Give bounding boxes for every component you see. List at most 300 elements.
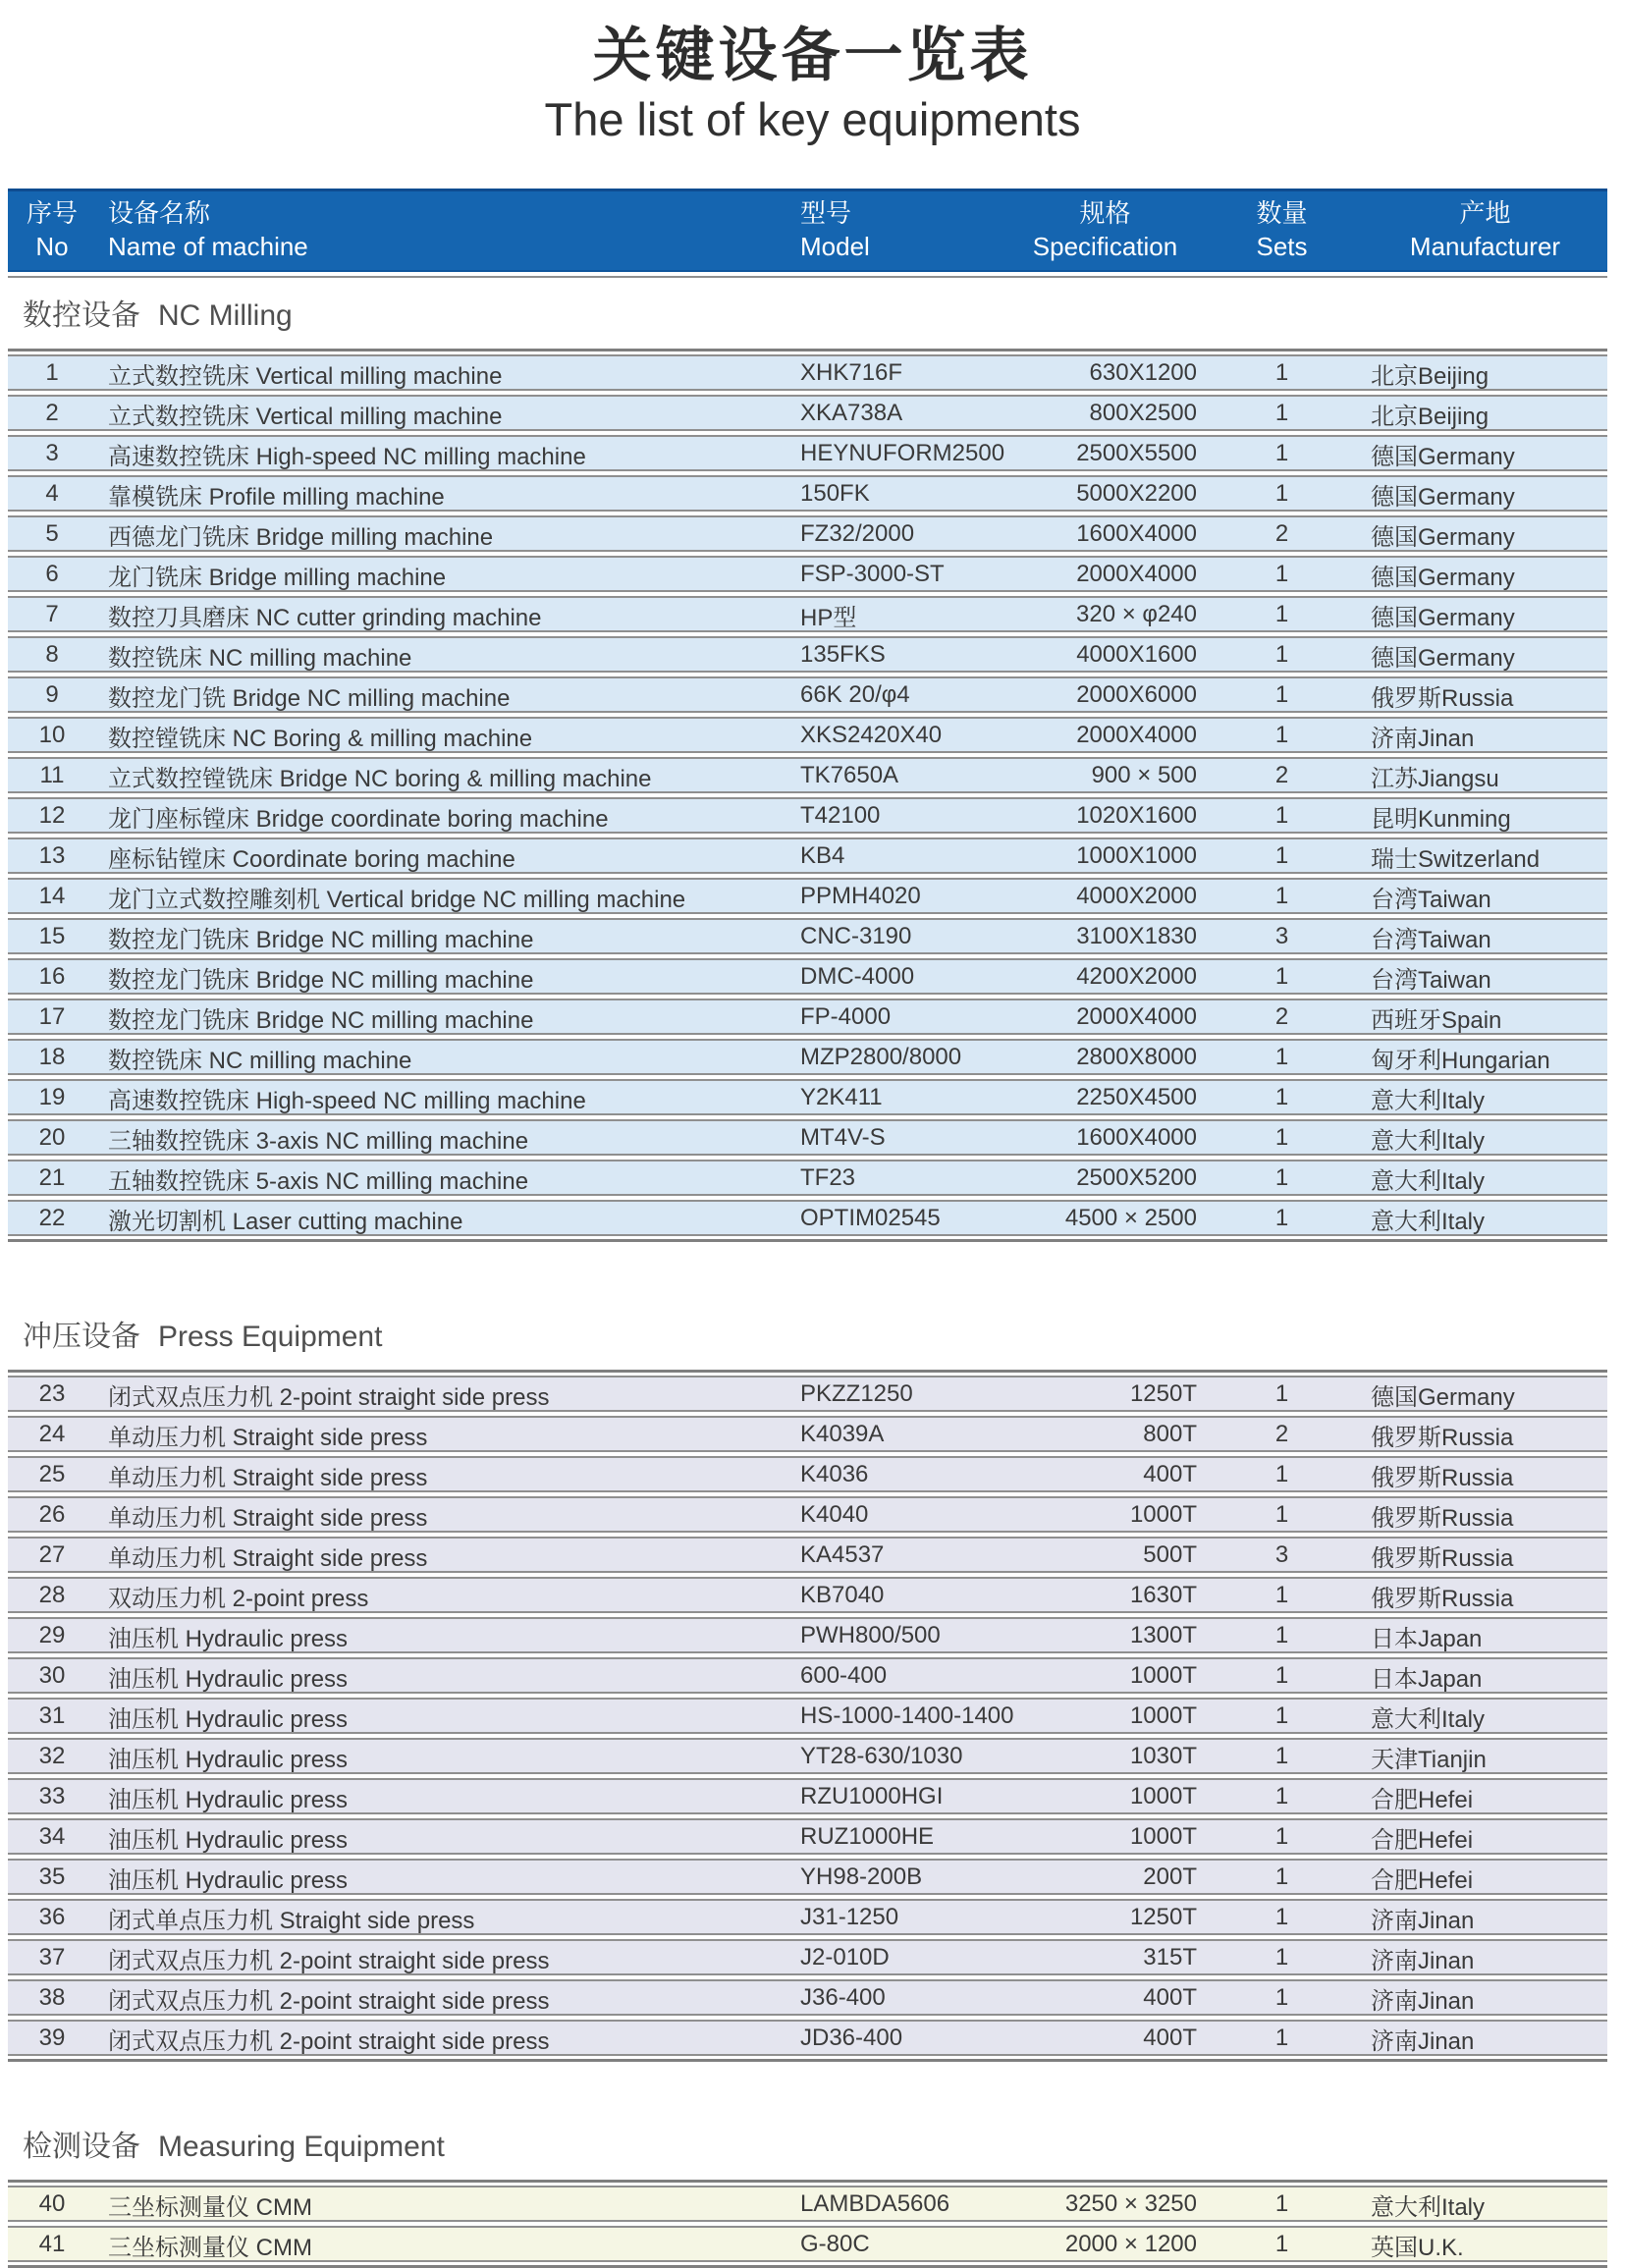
cell-manufacturer: 瑞士Switzerland (1371, 845, 1541, 873)
table-row (8, 757, 1607, 793)
table-section (8, 2131, 1607, 2268)
table-row (8, 1416, 1607, 1452)
cell-no: 29 (38, 1622, 66, 1649)
cell-no: 5 (45, 520, 59, 548)
cell-model: JD36-400 (800, 2025, 903, 2052)
cell-manufacturer: 济南Jinan (1371, 1947, 1475, 1974)
table-row (8, 1200, 1607, 1236)
header-spec-zh: 规格 (1079, 198, 1131, 229)
table-row (8, 1738, 1607, 1774)
cell-no: 11 (39, 762, 65, 789)
page-title-zh: 关键设备一览表 (592, 23, 1033, 88)
cell-no: 39 (38, 2025, 66, 2052)
cell-specification: 1000T (1129, 1702, 1197, 1730)
cell-sets: 1 (1274, 400, 1289, 427)
cell-sets: 2 (1274, 1421, 1289, 1448)
cell-name: 激光切割机 Laser cutting machine (108, 1208, 463, 1235)
table-row (8, 717, 1607, 753)
header-name-en: Name of machine (108, 231, 308, 261)
cell-model: TF23 (800, 1164, 856, 1192)
cell-no: 13 (38, 842, 66, 870)
cell-specification: 200T (1143, 1863, 1197, 1891)
cell-model: 135FKS (800, 641, 886, 669)
cell-no: 1 (45, 359, 59, 387)
section-rows (8, 1370, 1607, 2062)
cell-sets: 1 (1274, 1164, 1289, 1192)
cell-sets: 2 (1274, 520, 1289, 548)
cell-model: K4039A (800, 1421, 885, 1448)
cell-name: 数控刀具磨床 NC cutter grinding machine (108, 604, 542, 631)
table-row (8, 999, 1607, 1035)
cell-manufacturer: 意大利Italy (1371, 1167, 1486, 1195)
cell-specification: 2250X4500 (1076, 1084, 1197, 1111)
cell-manufacturer: 意大利Italy (1371, 1127, 1486, 1155)
cell-specification: 2000X4000 (1076, 1003, 1197, 1031)
cell-model: FZ32/2000 (800, 520, 915, 548)
cell-manufacturer: 匈牙利Hungarian (1371, 1047, 1550, 1074)
table-row (8, 515, 1607, 552)
cell-sets: 1 (1274, 802, 1289, 830)
cell-sets: 1 (1274, 963, 1289, 991)
cell-manufacturer: 俄罗斯Russia (1371, 684, 1514, 712)
cell-no: 40 (38, 2190, 66, 2218)
cell-manufacturer: 合肥Hefei (1371, 1866, 1474, 1894)
section-rows (8, 2180, 1607, 2268)
table-row (8, 1537, 1607, 1573)
cell-no: 34 (38, 1823, 66, 1851)
header-sets-en: Sets (1256, 231, 1308, 261)
cell-sets: 1 (1274, 2025, 1289, 2052)
table-row (8, 556, 1607, 592)
table-sections (8, 299, 1607, 2268)
section-label (23, 1321, 1607, 1354)
cell-model: K4036 (800, 1461, 869, 1488)
header-cell-model (788, 197, 1009, 263)
cell-sets: 1 (1274, 1863, 1289, 1891)
cell-manufacturer: 意大利Italy (1371, 2193, 1486, 2221)
cell-manufacturer: 合肥Hefei (1371, 1826, 1474, 1854)
cell-specification: 1630T (1129, 1582, 1197, 1609)
cell-specification: 500T (1143, 1541, 1197, 1569)
cell-model: PWH800/500 (800, 1622, 941, 1649)
cell-sets: 1 (1274, 561, 1289, 588)
cell-name: 闭式双点压力机 2-point straight side press (108, 2027, 550, 2055)
table-row (8, 596, 1607, 632)
cell-model: FSP-3000-ST (800, 561, 945, 588)
page-title-en: The list of key equipments (544, 93, 1081, 145)
cell-no: 9 (45, 681, 59, 709)
cell-name: 双动压力机 2-point press (108, 1585, 369, 1612)
cell-model: HS-1000-1400-1400 (800, 1702, 1014, 1730)
cell-specification: 315T (1143, 1944, 1197, 1971)
cell-specification: 1000T (1129, 1501, 1197, 1529)
cell-sets: 1 (1274, 842, 1289, 870)
cell-sets: 1 (1274, 722, 1289, 749)
table-row (8, 1939, 1607, 1975)
cell-manufacturer: 北京Beijing (1371, 403, 1490, 430)
cell-model: OPTIM02545 (800, 1205, 941, 1232)
cell-name: 西德龙门铣床 Bridge milling machine (108, 523, 494, 551)
table-row (8, 1160, 1607, 1196)
cell-specification: 1300T (1129, 1622, 1197, 1649)
cell-no: 18 (38, 1044, 66, 1071)
cell-name: 油压机 Hydraulic press (108, 1786, 349, 1813)
cell-sets: 1 (1274, 1702, 1289, 1730)
cell-name: 靠模铣床 Profile milling machine (108, 483, 445, 511)
cell-sets: 1 (1274, 1622, 1289, 1649)
cell-name: 油压机 Hydraulic press (108, 1625, 349, 1652)
cell-model: KA4537 (800, 1541, 885, 1569)
cell-model: KB7040 (800, 1582, 885, 1609)
cell-name: 单动压力机 Straight side press (108, 1424, 428, 1451)
cell-sets: 1 (1274, 359, 1289, 387)
cell-specification: 5000X2200 (1076, 480, 1197, 508)
cell-manufacturer: 德国Germany (1371, 1383, 1515, 1411)
cell-manufacturer: 意大利Italy (1371, 1705, 1486, 1733)
cell-name: 数控龙门铣床 Bridge NC milling machine (108, 966, 534, 994)
cell-specification: 2500X5200 (1076, 1164, 1197, 1192)
table-row (8, 1496, 1607, 1533)
cell-name: 油压机 Hydraulic press (108, 1746, 349, 1773)
table-row (8, 1617, 1607, 1653)
cell-model: CNC-3190 (800, 923, 912, 950)
cell-specification: 2800X8000 (1076, 1044, 1197, 1071)
cell-manufacturer: 德国Germany (1371, 644, 1515, 672)
cell-name: 闭式双点压力机 2-point straight side press (108, 1947, 550, 1974)
cell-model: K4040 (800, 1501, 869, 1529)
cell-no: 3 (45, 440, 59, 467)
table-row (8, 475, 1607, 512)
cell-sets: 1 (1274, 1044, 1289, 1071)
cell-no: 4 (45, 480, 59, 508)
cell-manufacturer: 日本Japan (1371, 1665, 1483, 1693)
cell-no: 37 (38, 1944, 66, 1971)
cell-name: 单动压力机 Straight side press (108, 1464, 428, 1491)
cell-name: 闭式双点压力机 2-point straight side press (108, 1383, 550, 1411)
cell-model: J31-1250 (800, 1904, 899, 1931)
cell-name: 油压机 Hydraulic press (108, 1665, 349, 1693)
cell-sets: 1 (1274, 1461, 1289, 1488)
cell-sets: 1 (1274, 641, 1289, 669)
cell-manufacturer: 昆明Kunming (1371, 805, 1511, 833)
cell-model: Y2K411 (800, 1084, 883, 1111)
cell-model: FP-4000 (800, 1003, 892, 1031)
cell-no: 10 (38, 722, 66, 749)
header-sets-zh: 数量 (1256, 198, 1308, 229)
table-row (8, 878, 1607, 914)
cell-specification: 4500 × 2500 (1064, 1205, 1197, 1232)
cell-no: 23 (38, 1380, 66, 1408)
cell-manufacturer: 俄罗斯Russia (1371, 1504, 1514, 1532)
cell-specification: 1250T (1129, 1380, 1197, 1408)
cell-sets: 1 (1274, 1124, 1289, 1152)
cell-manufacturer: 济南Jinan (1371, 2027, 1475, 2055)
table-row (8, 1079, 1607, 1115)
cell-model: G-80C (800, 2231, 870, 2258)
cell-no: 19 (38, 1084, 66, 1111)
cell-no: 16 (38, 963, 66, 991)
cell-sets: 1 (1274, 681, 1289, 709)
cell-model: T42100 (800, 802, 881, 830)
cell-sets: 1 (1274, 1904, 1289, 1931)
table-row (8, 354, 1607, 391)
table-row (8, 2020, 1607, 2056)
table-section (8, 1321, 1607, 2062)
cell-model: 150FK (800, 480, 870, 508)
header-no-en: No (35, 231, 69, 261)
cell-specification: 2000 × 1200 (1064, 2231, 1197, 2258)
cell-name: 数控龙门铣床 Bridge NC milling machine (108, 1006, 534, 1034)
cell-model: LAMBDA5606 (800, 2190, 950, 2218)
table-row (8, 797, 1607, 834)
section-label-en: NC Milling (158, 298, 293, 332)
cell-name: 油压机 Hydraulic press (108, 1826, 349, 1854)
cell-no: 28 (38, 1582, 66, 1609)
cell-sets: 3 (1274, 1541, 1289, 1569)
header-name-zh: 设备名称 (108, 198, 211, 229)
cell-sets: 1 (1274, 1582, 1289, 1609)
cell-no: 31 (38, 1702, 66, 1730)
cell-name: 油压机 Hydraulic press (108, 1866, 349, 1894)
cell-name: 三轴数控铣床 3-axis NC milling machine (108, 1127, 529, 1155)
cell-no: 25 (38, 1461, 66, 1488)
cell-model: 600-400 (800, 1662, 888, 1690)
cell-manufacturer: 济南Jinan (1371, 725, 1475, 752)
cell-specification: 2500X5500 (1076, 440, 1197, 467)
cell-model: 66K 20/φ4 (800, 681, 910, 709)
table-row (8, 1119, 1607, 1156)
cell-no: 38 (38, 1984, 66, 2012)
section-rows (8, 349, 1607, 1242)
cell-manufacturer: 台湾Taiwan (1371, 966, 1491, 994)
cell-name: 数控龙门铣床 Bridge NC milling machine (108, 926, 534, 953)
cell-sets: 2 (1274, 762, 1289, 789)
cell-model: J2-010D (800, 1944, 890, 1971)
table-row (8, 1859, 1607, 1895)
cell-no: 30 (38, 1662, 66, 1690)
cell-manufacturer: 济南Jinan (1371, 1907, 1475, 1934)
header-mfr-en: Manufacturer (1409, 231, 1561, 261)
cell-specification: 2000X4000 (1076, 722, 1197, 749)
cell-manufacturer: 台湾Taiwan (1371, 886, 1491, 913)
header-cell-manufacturer (1363, 197, 1607, 263)
cell-no: 8 (45, 641, 59, 669)
cell-no: 15 (38, 923, 66, 950)
cell-name: 五轴数控铣床 5-axis NC milling machine (108, 1167, 529, 1195)
cell-manufacturer: 济南Jinan (1371, 1987, 1475, 2015)
table-row (8, 395, 1607, 431)
cell-specification: 1020X1600 (1076, 802, 1197, 830)
header-mfr-zh: 产地 (1459, 198, 1511, 229)
cell-no: 32 (38, 1743, 66, 1770)
cell-name: 立式数控铣床 Vertical milling machine (108, 403, 503, 430)
cell-no: 7 (45, 601, 59, 628)
cell-sets: 1 (1274, 1783, 1289, 1810)
section-label-zh: 数控设备 (23, 298, 140, 332)
header-no-zh: 序号 (26, 198, 78, 229)
cell-specification: 4200X2000 (1076, 963, 1197, 991)
cell-name: 油压机 Hydraulic press (108, 1705, 349, 1733)
cell-specification: 1600X4000 (1076, 520, 1197, 548)
cell-manufacturer: 俄罗斯Russia (1371, 1424, 1514, 1451)
cell-name: 龙门立式数控雕刻机 Vertical bridge NC milling machine (108, 886, 686, 913)
section-label-zh: 检测设备 (23, 2130, 140, 2163)
cell-model: RUZ1000HE (800, 1823, 935, 1851)
cell-name: 数控铣床 NC milling machine (108, 644, 412, 672)
cell-specification: 2000X6000 (1076, 681, 1197, 709)
section-label (23, 299, 1607, 333)
table-row (8, 1657, 1607, 1694)
header-cell-no (8, 197, 96, 263)
cell-manufacturer: 德国Germany (1371, 483, 1515, 511)
cell-name: 高速数控铣床 High-speed NC milling machine (108, 443, 586, 470)
cell-sets: 1 (1274, 480, 1289, 508)
cell-model: J36-400 (800, 1984, 886, 2012)
cell-no: 14 (38, 883, 66, 910)
table-row (8, 1039, 1607, 1075)
section-label-en: Measuring Equipment (158, 2130, 445, 2163)
table-row (8, 1778, 1607, 1814)
table-row (8, 958, 1607, 995)
cell-name: 数控铣床 NC milling machine (108, 1047, 412, 1074)
cell-manufacturer: 俄罗斯Russia (1371, 1464, 1514, 1491)
cell-specification: 1000T (1129, 1662, 1197, 1690)
cell-model: TK7650A (800, 762, 899, 789)
cell-model: XKA738A (800, 400, 903, 427)
table-row (8, 837, 1607, 874)
cell-sets: 3 (1274, 923, 1289, 950)
cell-manufacturer: 德国Germany (1371, 523, 1515, 551)
cell-specification: 900 × 500 (1091, 762, 1197, 789)
table-row (8, 2186, 1607, 2222)
header-model-en: Model (800, 231, 870, 261)
cell-no: 6 (45, 561, 59, 588)
cell-manufacturer: 俄罗斯Russia (1371, 1585, 1514, 1612)
cell-specification: 1250T (1129, 1904, 1197, 1931)
cell-sets: 1 (1274, 2231, 1289, 2258)
cell-sets: 1 (1274, 1380, 1289, 1408)
cell-name: 闭式双点压力机 2-point straight side press (108, 1987, 550, 2015)
cell-specification: 800X2500 (1089, 400, 1197, 427)
header-cell-name (96, 197, 788, 263)
table-header-row (8, 189, 1607, 272)
cell-name: 三坐标测量仪 CMM (108, 2234, 312, 2261)
cell-model: PKZZ1250 (800, 1380, 913, 1408)
cell-sets: 1 (1274, 440, 1289, 467)
title-block (0, 0, 1625, 145)
cell-name: 高速数控铣床 High-speed NC milling machine (108, 1087, 586, 1114)
cell-sets: 1 (1274, 1084, 1289, 1111)
cell-manufacturer: 合肥Hefei (1371, 1786, 1474, 1813)
cell-model: RZU1000HGI (800, 1783, 944, 1810)
table-row (8, 1979, 1607, 2016)
cell-no: 22 (38, 1205, 66, 1232)
cell-manufacturer: 意大利Italy (1371, 1087, 1486, 1114)
cell-model: KB4 (800, 842, 845, 870)
cell-no: 2 (45, 400, 59, 427)
cell-name: 数控镗铣床 NC Boring & milling machine (108, 725, 533, 752)
header-cell-sets (1201, 197, 1363, 263)
cell-no: 17 (38, 1003, 66, 1031)
section-label-zh: 冲压设备 (23, 1320, 140, 1353)
cell-specification: 2000X4000 (1076, 561, 1197, 588)
header-cell-specification (1009, 197, 1201, 263)
cell-sets: 1 (1274, 1984, 1289, 2012)
cell-specification: 800T (1143, 1421, 1197, 1448)
cell-sets: 1 (1274, 1743, 1289, 1770)
cell-sets: 1 (1274, 1823, 1289, 1851)
cell-sets: 1 (1274, 1944, 1289, 1971)
header-spec-en: Specification (1032, 231, 1178, 261)
table-row (8, 1456, 1607, 1492)
cell-sets: 1 (1274, 1205, 1289, 1232)
cell-name: 数控龙门铣 Bridge NC milling machine (108, 684, 511, 712)
table-row (8, 676, 1607, 713)
cell-no: 20 (38, 1124, 66, 1152)
cell-name: 单动压力机 Straight side press (108, 1544, 428, 1572)
table-row (8, 636, 1607, 673)
table-row (8, 1577, 1607, 1613)
cell-no: 12 (38, 802, 66, 830)
cell-name: 闭式单点压力机 Straight side press (108, 1907, 475, 1934)
cell-specification: 400T (1143, 1984, 1197, 2012)
cell-model: YT28-630/1030 (800, 1743, 963, 1770)
cell-manufacturer: 天津Tianjin (1371, 1746, 1487, 1773)
cell-specification: 1600X4000 (1076, 1124, 1197, 1152)
cell-name: 龙门座标镗床 Bridge coordinate boring machine (108, 805, 609, 833)
cell-no: 26 (38, 1501, 66, 1529)
cell-specification: 400T (1143, 1461, 1197, 1488)
cell-no: 24 (38, 1421, 66, 1448)
cell-manufacturer: 日本Japan (1371, 1625, 1483, 1652)
cell-manufacturer: 英国U.K. (1371, 2234, 1464, 2261)
cell-sets: 1 (1274, 1662, 1289, 1690)
cell-manufacturer: 德国Germany (1371, 564, 1515, 591)
cell-specification: 3100X1830 (1076, 923, 1197, 950)
table-row (8, 1818, 1607, 1855)
cell-model: MZP2800/8000 (800, 1044, 962, 1071)
cell-manufacturer: 台湾Taiwan (1371, 926, 1491, 953)
cell-sets: 2 (1274, 1003, 1289, 1031)
cell-specification: 4000X2000 (1076, 883, 1197, 910)
cell-sets: 1 (1274, 601, 1289, 628)
table-row (8, 1899, 1607, 1935)
cell-no: 27 (38, 1541, 66, 1569)
cell-name: 龙门铣床 Bridge milling machine (108, 564, 447, 591)
cell-model: YH98-200B (800, 1863, 923, 1891)
cell-specification: 400T (1143, 2025, 1197, 2052)
cell-manufacturer: 北京Beijing (1371, 362, 1490, 390)
cell-manufacturer: 德国Germany (1371, 604, 1515, 631)
header-underline (8, 276, 1607, 278)
cell-sets: 1 (1274, 883, 1289, 910)
cell-model: HEYNUFORM2500 (800, 440, 1005, 467)
cell-model: MT4V-S (800, 1124, 886, 1152)
cell-specification: 1030T (1129, 1743, 1197, 1770)
header-model-zh: 型号 (800, 198, 852, 229)
cell-model: HP型 (800, 604, 857, 631)
cell-no: 41 (38, 2231, 66, 2258)
section-label (23, 2131, 1607, 2164)
cell-no: 35 (38, 1863, 66, 1891)
cell-no: 36 (38, 1904, 66, 1931)
section-label-en: Press Equipment (158, 1320, 383, 1353)
cell-sets: 1 (1274, 1501, 1289, 1529)
cell-name: 座标钻镗床 Coordinate boring machine (108, 845, 515, 873)
cell-sets: 1 (1274, 2190, 1289, 2218)
cell-manufacturer: 西班牙Spain (1371, 1006, 1502, 1034)
cell-no: 21 (38, 1164, 66, 1192)
